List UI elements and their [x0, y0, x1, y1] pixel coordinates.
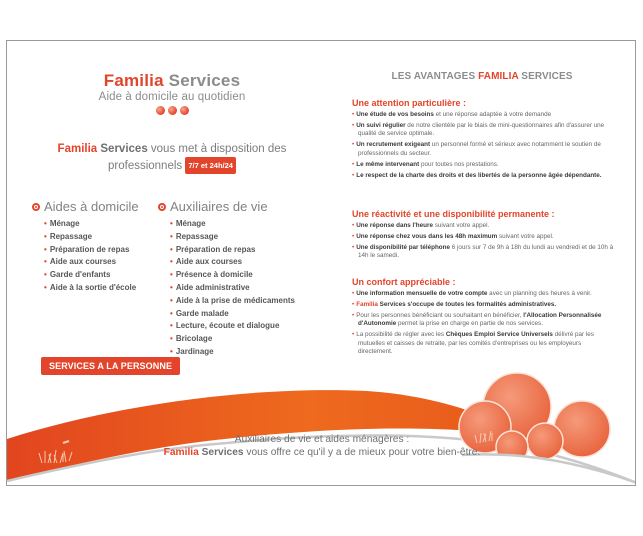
section-heading: Une réactivité et une disponibilité permanente : — [352, 209, 555, 219]
list-item: • Une réponse chez vous dans les 48h maximum suivant votre appel. — [352, 233, 614, 241]
list-item: • Un recrutement exigeant un personnel formé et sérieux avec notamment le soutien de professionnels du secteur. — [352, 141, 614, 158]
column-title: Auxiliaires de vie — [158, 199, 295, 214]
list-item: • Familia Services s'occupe de toutes les formalités administratives. — [352, 301, 614, 309]
aides-a-domicile-column — [32, 199, 139, 295]
list-item: • Lecture, écoute et dialogue — [170, 320, 295, 333]
list-item: • Aide aux courses — [170, 256, 295, 269]
section-confort — [352, 277, 614, 359]
list-item: • Repassage — [170, 231, 295, 244]
intro-text: Familia Services vous met à disposition des professionnels 7/7 et 24h/24 — [57, 143, 287, 172]
services-a-la-personne-button[interactable]: SERVICES A LA PERSONNE — [41, 357, 180, 375]
section-reactivite — [352, 209, 614, 263]
brand-name: Familia Services — [103, 71, 241, 90]
list-item: • Aide à la sortie d'école — [44, 282, 139, 295]
logo-dots — [7, 106, 337, 115]
list-item: • Le même intervenant pour toutes nos prestations. — [352, 161, 614, 169]
dot-icon — [180, 106, 189, 115]
section-heading: Une attention particulière : — [352, 98, 467, 108]
list-item: • Ménage — [170, 218, 295, 231]
list-item: • La possibilité de régler avec les Chèques Emploi Service Universels délivré par les mutuelles et caisses de retraite, par les comités d'entreprises ou les employeurs directement. — [352, 331, 614, 356]
auxiliaires-de-vie-column — [158, 199, 295, 359]
service-list — [44, 218, 139, 295]
orange-wave-decoration — [7, 371, 636, 486]
advantages-title: LES AVANTAGES FAMILIA SERVICES — [391, 71, 573, 82]
list-item: • Aide aux courses — [44, 256, 139, 269]
service-list — [170, 218, 295, 359]
section-attention — [352, 98, 614, 183]
list-item: • Garde malade — [170, 308, 295, 321]
target-bullet-icon — [32, 203, 40, 211]
list-item: • Une réponse dans l'heure suivant votre appel. — [352, 222, 614, 230]
dot-icon — [168, 106, 177, 115]
list-item: • Un suivi régulier de notre clientèle par le biais de mini-questionnaires afin d'assurer une qualité de service optimale. — [352, 122, 614, 139]
list-item: • Présence à domicile — [170, 269, 295, 282]
brochure-page — [6, 40, 636, 486]
list-item: • Une disponibilité par téléphone 6 jours sur 7 de 9h à 18h du lundi au vendredi et de 10h à 14h le samedi. — [352, 244, 614, 261]
target-bullet-icon — [158, 203, 166, 211]
footer-slogan: Auxiliaires de vie et aides ménagères : Familia Services vous offre ce qu'il y a de mieux pour votre bien-être. — [163, 434, 481, 458]
column-title: Aides à domicile — [32, 199, 139, 214]
list-item: • Préparation de repas — [44, 244, 139, 257]
list-item: • Garde d'enfants — [44, 269, 139, 282]
list-item: • Une information mensuelle de votre compte avec un planning des heures à venir. — [352, 290, 614, 298]
list-item: • Ménage — [44, 218, 139, 231]
list-item: • Préparation de repas — [170, 244, 295, 257]
dot-icon — [156, 106, 165, 115]
list-item: • Repassage — [44, 231, 139, 244]
list-item: • Une étude de vos besoins et une réponse adaptée à votre demande — [352, 111, 614, 119]
brand-logo — [7, 71, 337, 115]
section-heading: Un confort appréciable : — [352, 277, 456, 287]
brand-tagline: Aide à domicile au quotidien — [98, 91, 246, 103]
list-item: • Aide à la prise de médicaments — [170, 295, 295, 308]
list-item: • Pour les personnes bénéficiant ou souhaitant en bénéficier, l'Allocation Personnalisée d'Autonomie permet la prise en charge en partie de nos services. — [352, 312, 614, 329]
list-item: • Bricolage — [170, 333, 295, 346]
list-item: • Jardinage — [170, 346, 295, 359]
list-item: • Le respect de la charte des droits et des libertés de la personne âgée dépendante. — [352, 172, 614, 180]
availability-badge: 7/7 et 24h/24 — [185, 157, 236, 174]
list-item: • Aide administrative — [170, 282, 295, 295]
